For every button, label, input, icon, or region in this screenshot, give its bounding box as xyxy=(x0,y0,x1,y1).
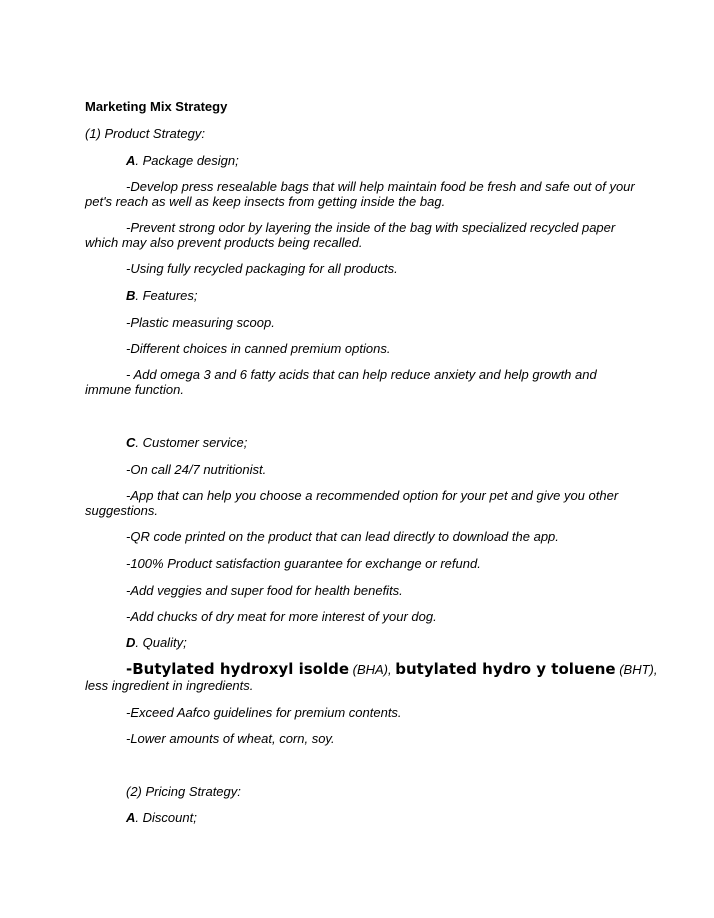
section-b-label: . Features; xyxy=(135,288,198,303)
section-a-letter: A xyxy=(126,153,136,168)
section-a-heading xyxy=(85,153,635,168)
package-item-1-line-2: pet's reach as well as keep insects from getting inside the bag. xyxy=(85,194,446,209)
service-item-1: -On call 24/7 nutritionist. xyxy=(126,462,267,477)
bht-name: butylated hydro y toluene xyxy=(395,660,616,678)
package-item-2-line-2: which may also prevent products being recalled. xyxy=(85,235,363,250)
feature-item-2: -Different choices in canned premium options. xyxy=(126,341,391,356)
quality-item-3: -Lower amounts of wheat, corn, soy. xyxy=(126,731,335,746)
section-a-label: . Package design; xyxy=(135,153,239,168)
section-c-letter: C xyxy=(126,435,136,450)
pricing-strategy-heading: (2) Pricing Strategy: xyxy=(126,784,241,799)
section-b-letter: B xyxy=(126,288,136,303)
service-item-3: -QR code printed on the product that can lead directly to download the app. xyxy=(126,529,559,544)
bht-abbrev: (BHT), xyxy=(615,662,658,677)
quality-item-1-line-1 xyxy=(85,660,658,678)
service-item-2-line-1: -App that can help you choose a recommended option for your pet and give you other xyxy=(126,488,619,503)
service-item-5: -Add veggies and super food for health benefits. xyxy=(126,583,403,598)
pricing-section-a-heading xyxy=(85,810,635,825)
service-item-6: -Add chucks of dry meat for more interest of your dog. xyxy=(126,609,437,624)
package-item-1-line-1: -Develop press resealable bags that will help maintain food be fresh and safe out of your xyxy=(126,179,635,194)
pricing-section-a-letter: A xyxy=(126,810,136,825)
package-item-3: -Using fully recycled packaging for all products. xyxy=(126,261,398,276)
section-d-label: . Quality; xyxy=(135,635,187,650)
section-c-label: . Customer service; xyxy=(135,435,248,450)
product-strategy-heading: (1) Product Strategy: xyxy=(85,126,205,141)
section-d-heading xyxy=(85,635,635,650)
feature-item-1: -Plastic measuring scoop. xyxy=(126,315,275,330)
document-title: Marketing Mix Strategy xyxy=(85,99,228,114)
bha-abbrev: (BHA), xyxy=(349,662,396,677)
pricing-section-a-label: . Discount; xyxy=(135,810,197,825)
quality-item-2: -Exceed Aafco guidelines for premium contents. xyxy=(126,705,402,720)
service-item-2-line-2: suggestions. xyxy=(85,503,158,518)
package-item-2-line-1: -Prevent strong odor by layering the inside of the bag with specialized recycled paper xyxy=(126,220,616,235)
bha-name: -Butylated hydroxyl isolde xyxy=(126,660,349,678)
section-d-letter: D xyxy=(126,635,136,650)
feature-item-3-line-2: immune function. xyxy=(85,382,184,397)
quality-item-1-line-2: less ingredient in ingredients. xyxy=(85,678,254,693)
section-c-heading xyxy=(85,435,635,450)
feature-item-3-line-1: - Add omega 3 and 6 fatty acids that can help reduce anxiety and help growth and xyxy=(126,367,597,382)
section-b-heading xyxy=(85,288,635,303)
service-item-4: -100% Product satisfaction guarantee for exchange or refund. xyxy=(126,556,481,571)
